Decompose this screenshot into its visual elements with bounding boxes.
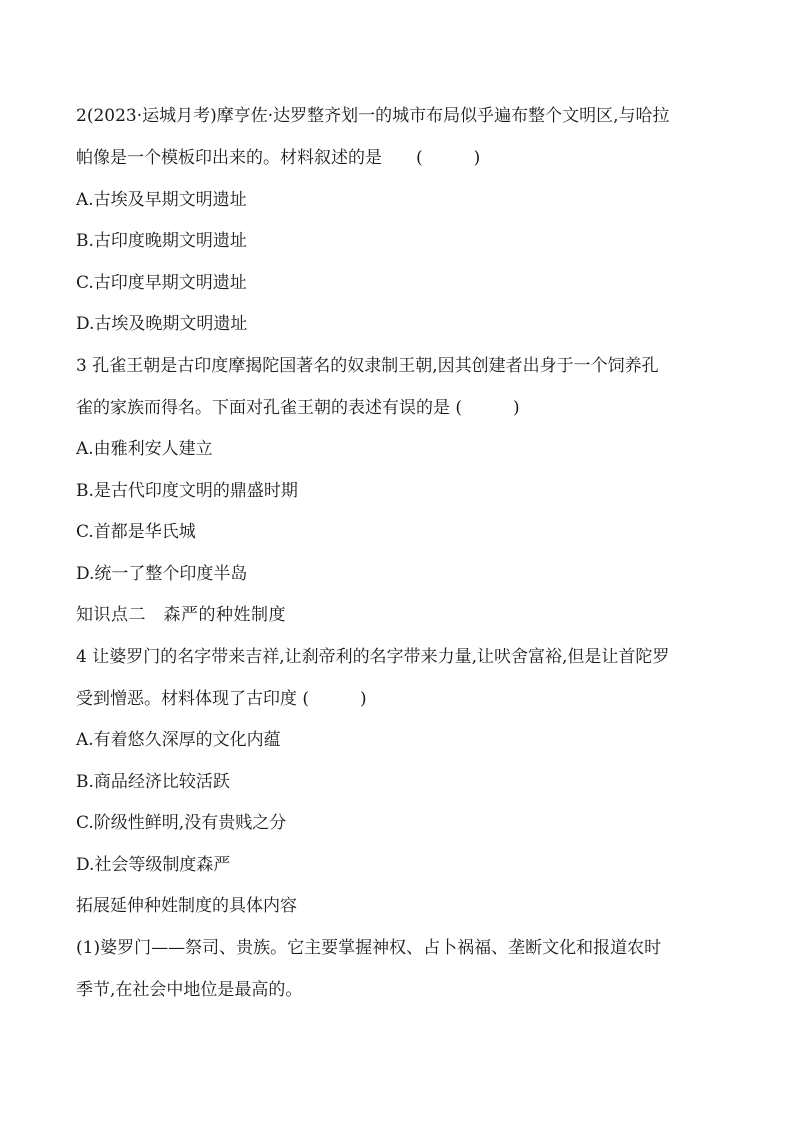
question-4-option-b: B.商品经济比较活跃 (76, 772, 230, 792)
question-2-option-a: A.古埃及早期文明遗址 (76, 190, 247, 210)
question-3-option-b: B.是古代印度文明的鼎盛时期 (76, 481, 298, 501)
question-4-option-d: D.社会等级制度森严 (76, 855, 231, 875)
question-2-option-b: B.古印度晚期文明遗址 (76, 231, 247, 251)
question-3-stem-line-1: 3 孔雀王朝是古印度摩揭陀国著名的奴隶制王朝,因其创建者出身于一个饲养孔 (76, 356, 659, 376)
question-2-stem-line-1: 2(2023·运城月考)摩亨佐·达罗整齐划一的城市布局似乎遍布整个文明区,与哈拉 (76, 106, 670, 126)
question-3-stem-line-2: 雀的家族而得名。下面对孔雀王朝的表述有误的是 ( ) (76, 398, 520, 418)
extension-paragraph-line-2: 季节,在社会中地位是最高的。 (76, 980, 303, 1000)
question-4-stem-line-2: 受到憎恶。材料体现了古印度 ( ) (76, 689, 367, 709)
question-4-option-a: A.有着悠久深厚的文化内蕴 (76, 730, 281, 750)
question-3-option-d: D.统一了整个印度半岛 (76, 564, 248, 584)
section-heading: 知识点二 森严的种姓制度 (76, 605, 286, 625)
question-3-option-c: C.首都是华氏城 (76, 522, 196, 542)
question-2-option-c: C.古印度早期文明遗址 (76, 273, 247, 293)
question-3-option-a: A.由雅利安人建立 (76, 439, 213, 459)
extension-title: 拓展延伸种姓制度的具体内容 (76, 896, 297, 916)
question-2-stem-line-2: 帕像是一个模板印出来的。材料叙述的是 ( ) (76, 148, 481, 168)
question-2-option-d: D.古埃及晚期文明遗址 (76, 314, 248, 334)
question-4-option-c: C.阶级性鲜明,没有贵贱之分 (76, 813, 287, 833)
question-4-stem-line-1: 4 让婆罗门的名字带来吉祥,让刹帝利的名字带来力量,让吠舍富裕,但是让首陀罗 (76, 647, 670, 667)
extension-paragraph-line-1: (1)婆罗门——祭司、贵族。它主要掌握神权、占卜祸福、垄断文化和报道农时 (76, 938, 662, 958)
